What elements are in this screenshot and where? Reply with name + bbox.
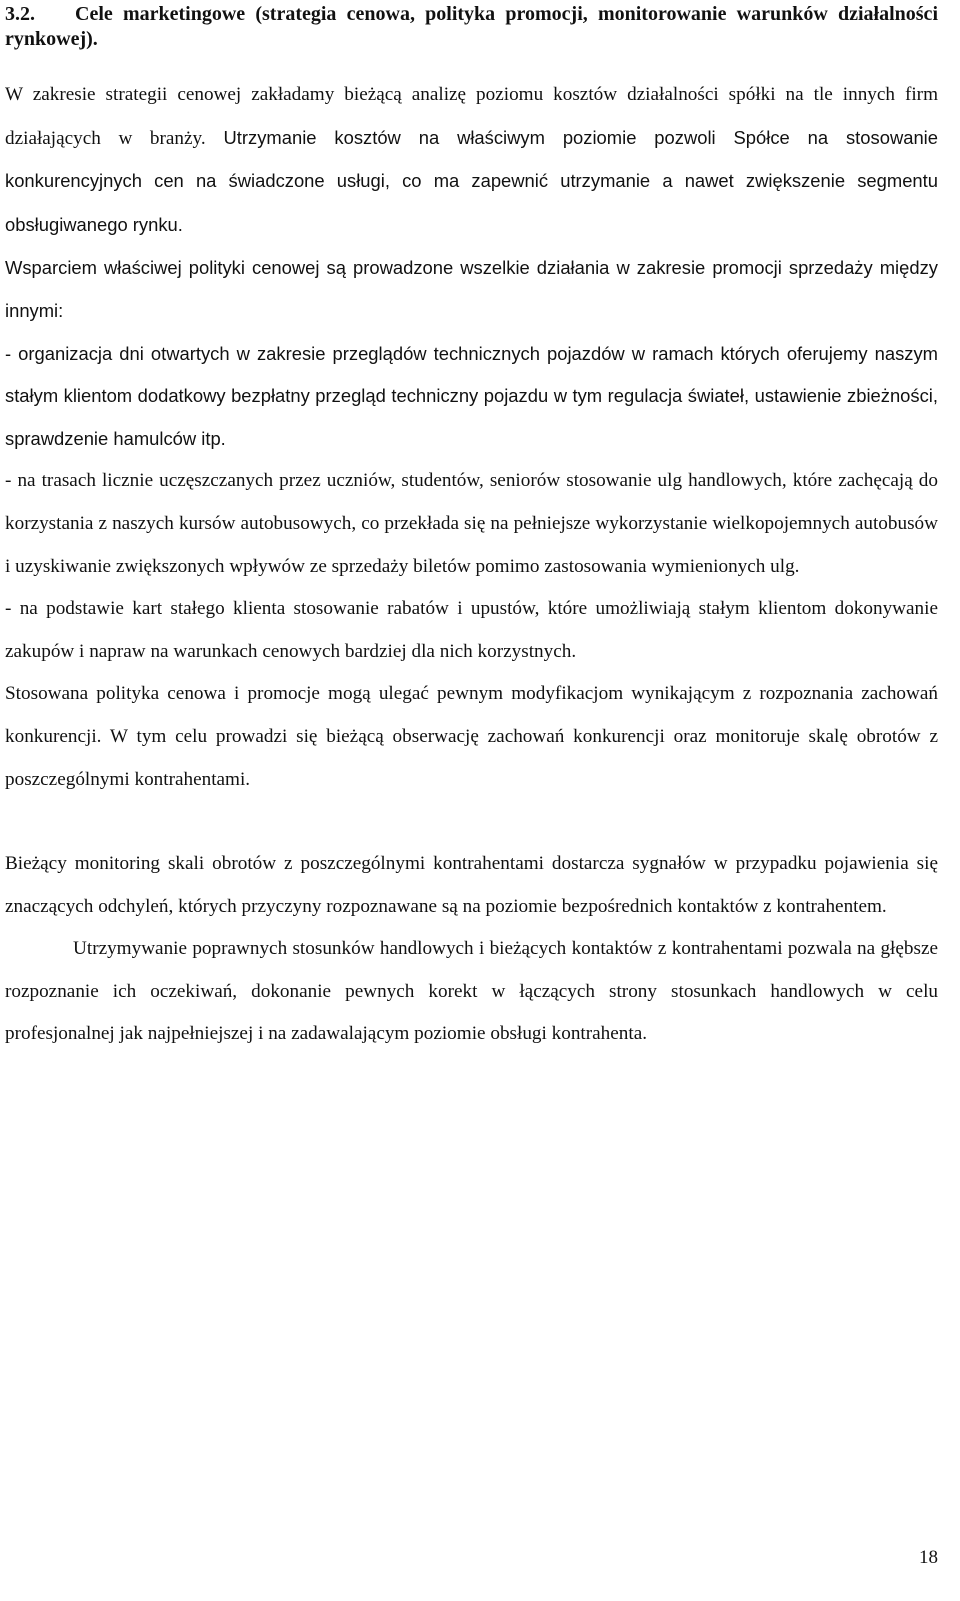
page-number: 18 [919, 1547, 938, 1568]
paragraph-open-days: - organizacja dni otwartych w zakresie przeglądów technicznych pojazdów w ramach których oferujemy naszym stałym klientom dodatkowy bezpłatny przegląd techniczny pojazdu w tym regulacja świateł, ustawienie zbieżności, sprawdzenie hamulców itp. [5, 342, 938, 449]
paragraph-monitoring: Bieżący monitoring skali obrotów z poszczególnymi kontrahentami dostarcza sygnałów w przypadku pojawienia się znaczących odchyleń, których przyczyny rozpoznawane są na poziomie bezpośrednich kontaktów z kontrahentem. [5, 853, 938, 917]
paragraph-loyalty-cards: - na podstawie kart stałego klienta stosowanie rabatów i upustów, które umożliwiają stałym klientom dokonywanie zakupów i napraw na warunkach cenowych bardziej dla nich korzystnych. [5, 598, 938, 662]
paragraph-promotion-intro: Wsparciem właściwej polityki cenowej są prowadzone wszelkie działania w zakresie promocji sprzedaży między innymi: [5, 257, 938, 321]
paragraph-pricing-strategy-part2: Utrzymanie kosztów na właściwym poziomie pozwoli Spółce na stosowanie konkurencyjnych cen na świadczone usługi, co ma zapewnić utrzymanie a nawet zwiększenie segmentu obsługiwanego rynku. [5, 126, 938, 235]
document-page [5, 0, 938, 1056]
paragraph-discounts: - na trasach licznie uczęszczanych przez uczniów, studentów, seniorów stosowanie ulg handlowych, które zachęcają do korzystania z naszych kursów autobusowych, co przekłada się na pełniejsze wykorzystanie wielkopojemnych autobusów i uzyskiwanie zwiększonych wpływów ze sprzedaży biletów pomimo zastosowania wymienionych ulg. [5, 470, 938, 577]
paragraph-pricing-strategy [5, 74, 938, 247]
paragraph-pricing-strategy-part1: W zakresie strategii cenowej zakładamy bieżącą analizę poziomu kosztów działalności spółki na tle innych firm działających w branży. [5, 84, 938, 149]
paragraph-relations: Utrzymywanie poprawnych stosunków handlowych i bieżących kontaktów z kontrahentami pozwala na głębsze rozpoznanie ich oczekiwań, dokonanie pewnych korekt w łączących strony stosunkach handlowych w celu profesjonalnej jak najpełniejszej i na zadawalającym poziomie obsługi kontrahenta. [5, 938, 938, 1045]
section-number: 3.2. [5, 3, 35, 25]
paragraph-pricing-policy: Stosowana polityka cenowa i promocje mogą ulegać pewnym modyfikacjom wynikającym z rozpoznania zachowań konkurencji. W tym celu prowadzi się bieżącą obserwację zachowań konkurencji oraz monitoruje skalę obrotów z poszczególnymi kontrahentami. [5, 683, 938, 790]
section-heading [5, 0, 938, 52]
section-title: Cele marketingowe (strategia cenowa, polityka promocji, monitorowanie warunków działalności rynkowej). [5, 3, 938, 50]
